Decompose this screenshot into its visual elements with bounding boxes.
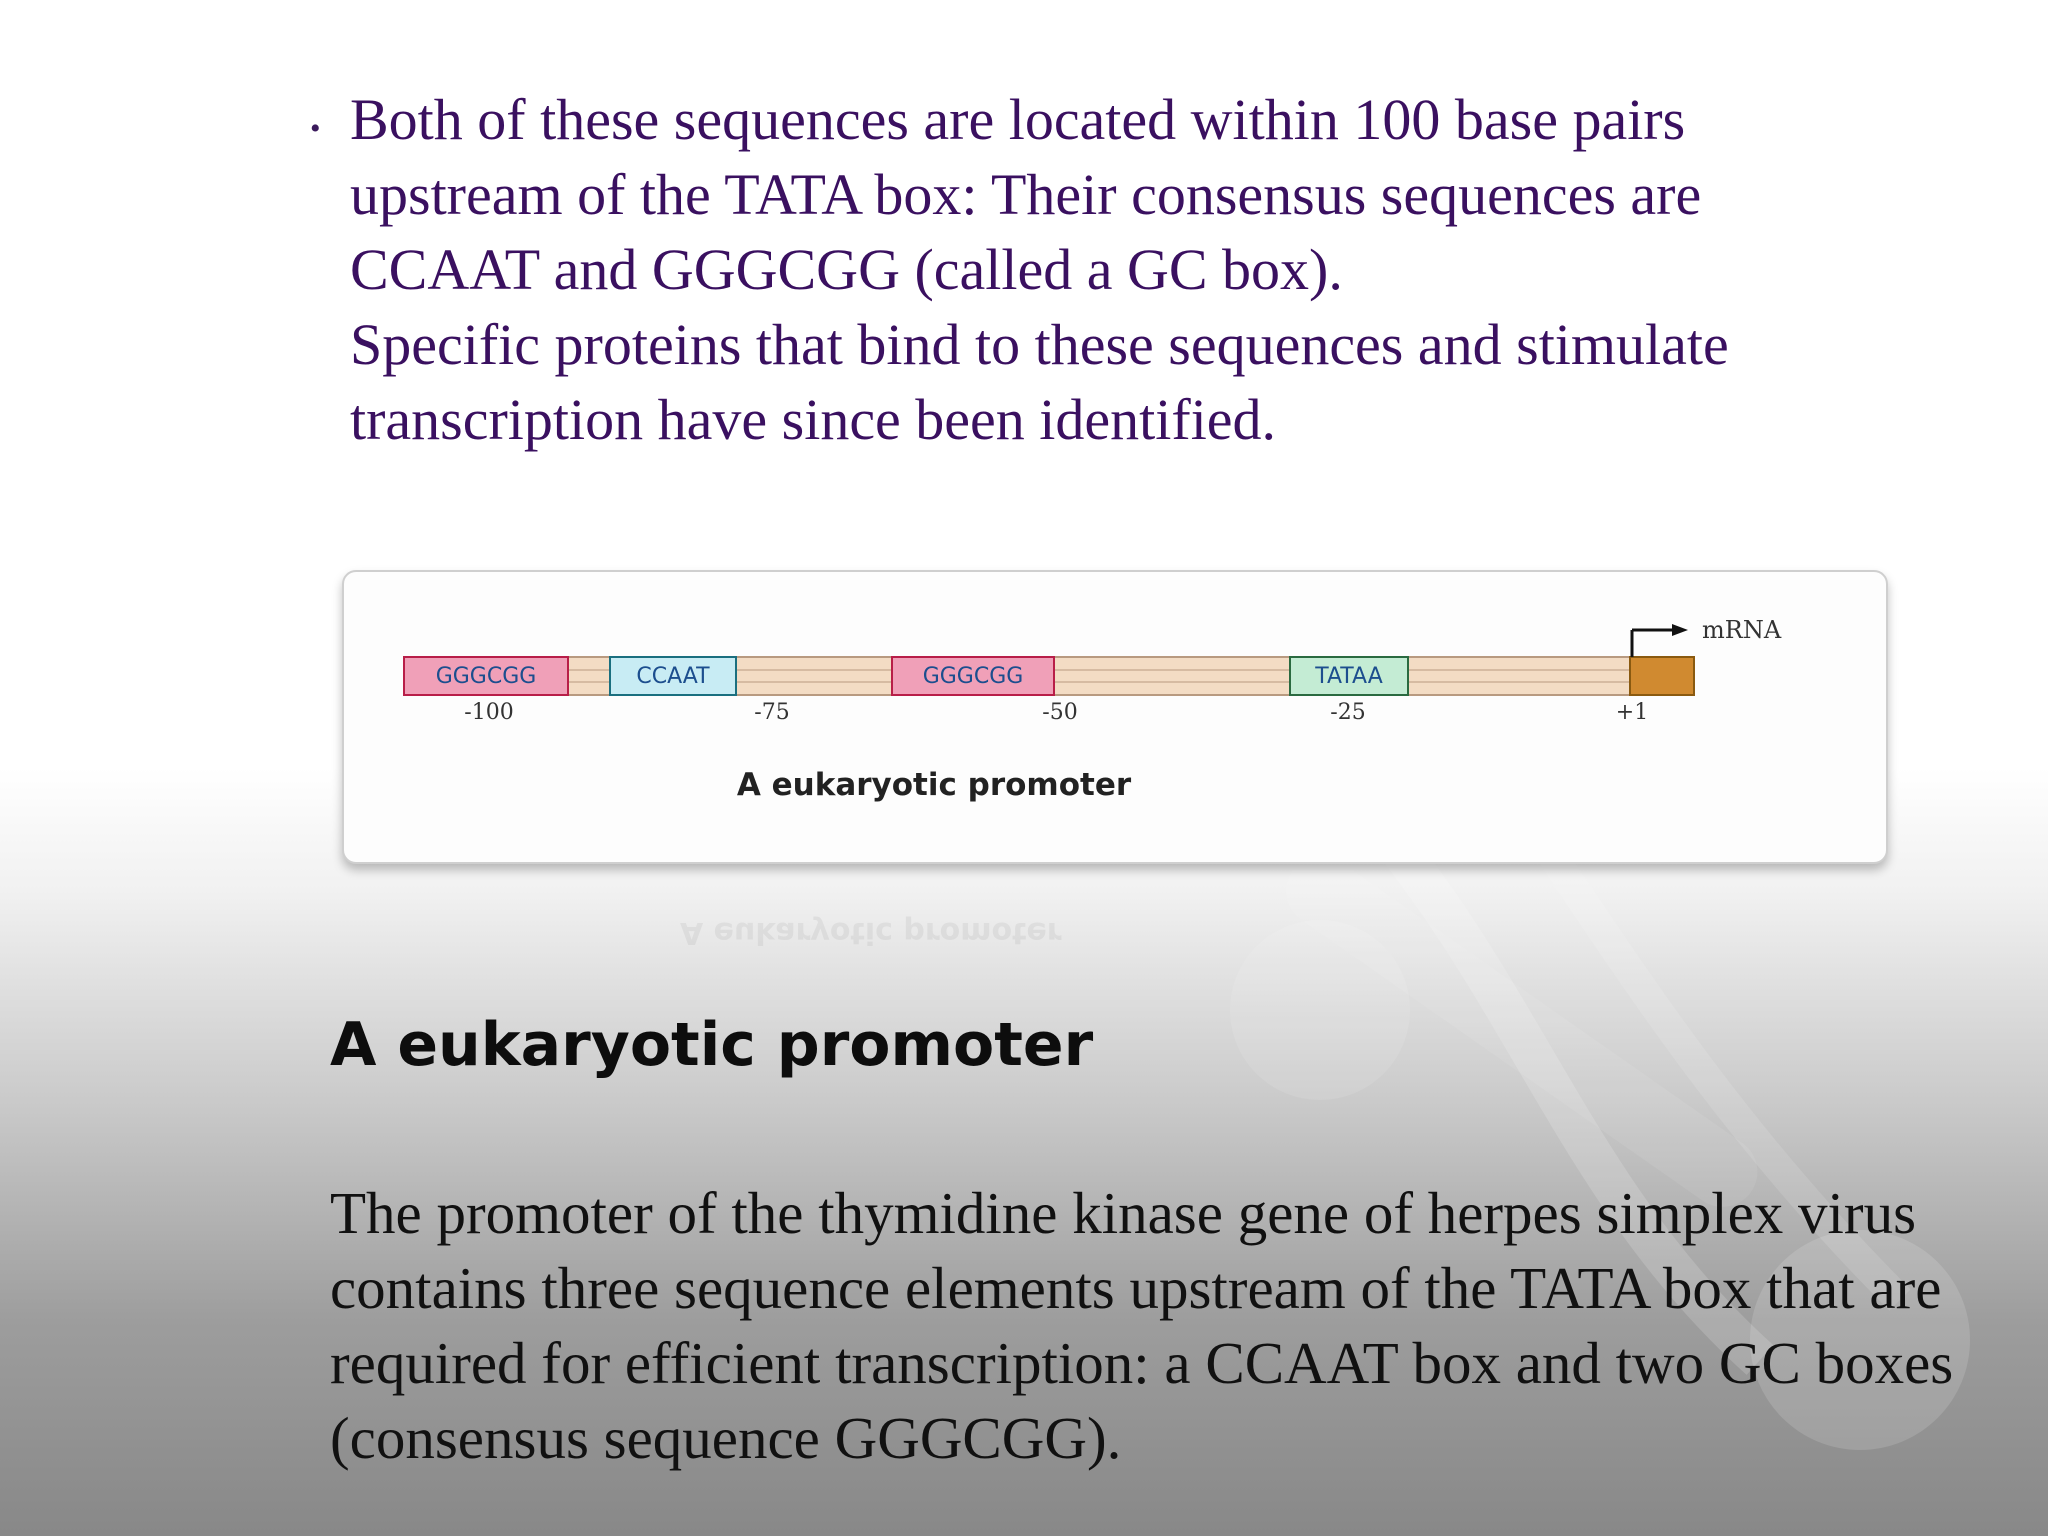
section-heading: A eukaryotic promoter <box>330 1010 1094 1080</box>
bullet-block <box>300 82 1860 457</box>
position-label: -100 <box>464 700 514 725</box>
bullet-text: Both of these sequences are located within 100 base pairs upstream of the TATA box: Their consensus sequences are CCAAT and GGGCGG (called a GC box). Specific proteins that bind to these sequences and stimulate transcription have since been identified. <box>350 87 1729 452</box>
position-label: -75 <box>754 700 790 725</box>
bullet-marker: • <box>310 112 321 145</box>
transcription-start <box>1630 657 1694 695</box>
box-label-gc-2: GGGCGG <box>922 664 1024 689</box>
position-label: +1 <box>1615 700 1649 725</box>
position-label: -50 <box>1042 700 1078 725</box>
figure-caption-reflection: A eukaryotic promoter <box>680 915 1062 950</box>
figure-caption: A eukaryotic promoter <box>736 767 1132 803</box>
promoter-figure <box>342 570 1888 864</box>
body-paragraph: The promoter of the thymidine kinase gene of herpes simplex virus contains three sequence elements upstream of the TATA box that are required for efficient transcription: a CCAAT box and two GC boxes (consensus sequence GGGCGG). <box>330 1180 1954 1471</box>
mrna-label: mRNA <box>1702 616 1782 644</box>
box-label-tata: TATAA <box>1315 664 1383 689</box>
box-label-ccaat: CCAAT <box>636 664 710 689</box>
position-label: -25 <box>1330 700 1366 725</box>
arrow-icon <box>1672 624 1688 636</box>
box-label-gc-1: GGGCGG <box>435 664 537 689</box>
